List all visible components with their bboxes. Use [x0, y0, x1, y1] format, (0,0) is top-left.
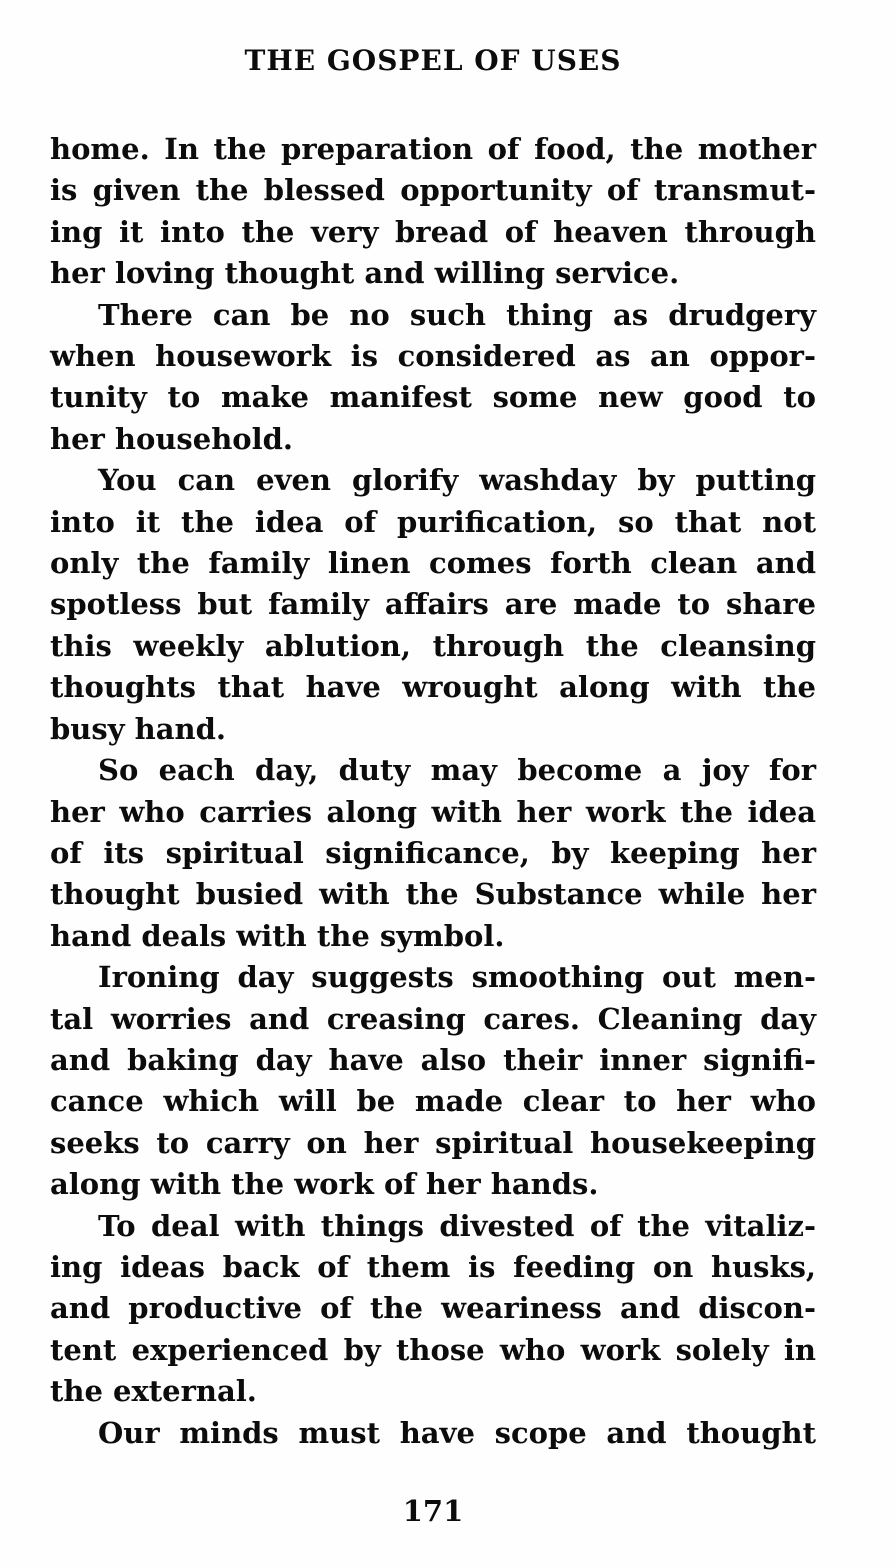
text-line: Our minds must have scope and thought	[98, 1415, 816, 1450]
text-line: along with the work of her hands.	[50, 1167, 599, 1202]
text-line: thought busied with the Substance while her	[50, 877, 816, 912]
page-number: 171	[402, 1494, 464, 1528]
text-line: is given the blessed opportunity of transmut-	[50, 173, 816, 208]
text-line: ing it into the very bread of heaven through	[50, 214, 816, 249]
body-text	[50, 129, 816, 1454]
paragraph	[50, 295, 816, 461]
running-head: THE GOSPEL OF USES	[244, 44, 622, 77]
paragraph	[50, 129, 816, 295]
paragraph	[50, 750, 816, 957]
text-line: There can be no such thing as drudgery	[98, 297, 816, 332]
paragraph	[50, 1413, 816, 1454]
paragraph	[50, 957, 816, 1205]
text-line: this weekly ablution, through the cleansing	[50, 628, 816, 663]
text-line: ing ideas back of them is feeding on husks,	[50, 1249, 816, 1284]
text-line: tent experienced by those who work solely in	[50, 1332, 816, 1367]
text-line: into it the idea of purification, so that not	[50, 504, 816, 539]
text-line: So each day, duty may become a joy for	[98, 753, 816, 788]
text-line: hand deals with the symbol.	[50, 918, 505, 953]
text-line: when housework is considered as an oppor-	[50, 339, 816, 374]
text-line: and baking day have also their inner signifi-	[50, 1042, 816, 1077]
text-line: her who carries along with her work the idea	[50, 794, 816, 829]
paragraph	[50, 460, 816, 750]
text-line: tal worries and creasing cares. Cleaning day	[50, 1001, 816, 1036]
text-line: To deal with things divested of the vitaliz-	[98, 1208, 816, 1243]
text-line: only the family linen comes forth clean and	[50, 546, 816, 581]
text-line: home. In the preparation of food, the mother	[50, 132, 816, 166]
text-line: the external.	[50, 1374, 257, 1409]
text-line: spotless but family affairs are made to share	[50, 587, 816, 622]
text-line: tunity to make manifest some new good to	[50, 380, 816, 415]
paragraph	[50, 1206, 816, 1413]
text-line: busy hand.	[50, 711, 226, 746]
text-line: and productive of the weariness and discon-	[50, 1291, 816, 1326]
text-line: her household.	[50, 421, 294, 456]
text-line: her loving thought and willing service.	[50, 256, 680, 291]
text-line: seeks to carry on her spiritual housekeeping	[50, 1125, 816, 1160]
text-line: You can even glorify washday by putting	[98, 463, 816, 498]
text-line: thoughts that have wrought along with the	[50, 670, 816, 705]
text-line: cance which will be made clear to her who	[50, 1084, 816, 1119]
text-line: of its spiritual significance, by keeping her	[50, 835, 816, 870]
text-line: Ironing day suggests smoothing out men-	[98, 960, 816, 995]
